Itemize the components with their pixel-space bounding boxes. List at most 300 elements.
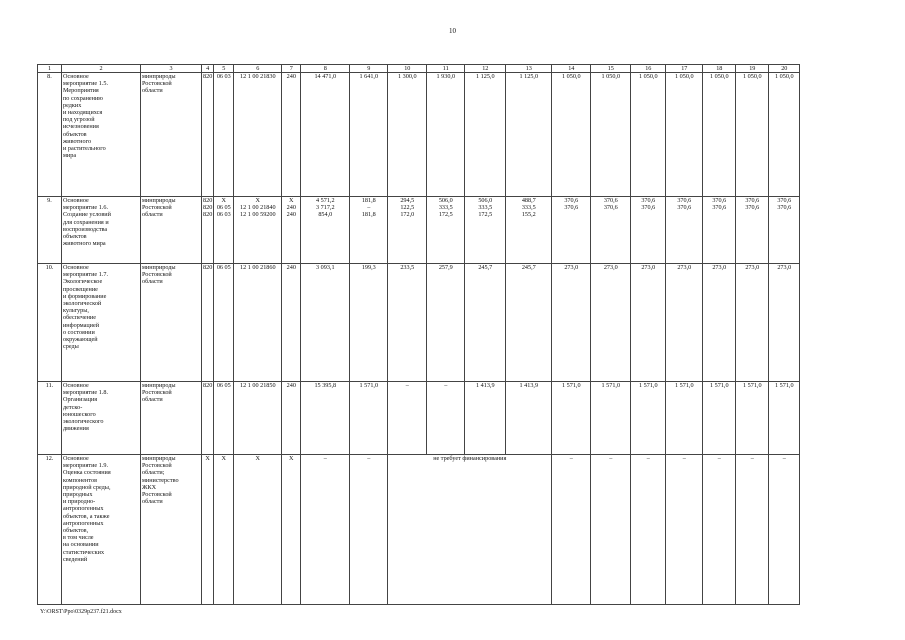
cell-line: 370,6 — [641, 197, 656, 204]
cell-line: 1 571,0 — [675, 382, 694, 389]
page-number: 10 — [449, 27, 456, 35]
cell-line: движения — [63, 425, 89, 433]
cell-line: 4 571,2 — [316, 197, 335, 204]
vr-code — [282, 382, 301, 455]
cell-line: под угрозой — [63, 116, 95, 124]
csr-code — [234, 382, 282, 455]
cell-line: минприроды — [142, 197, 176, 204]
csr-code — [234, 73, 282, 197]
cell-line: 1 125,0 — [476, 73, 495, 80]
cell-line: 273,0 — [712, 264, 727, 271]
cell-line: 1 641,0 — [359, 73, 379, 80]
cell-line: – — [323, 455, 327, 462]
value-cell — [506, 264, 552, 382]
table-row — [38, 455, 800, 605]
program-table — [37, 64, 800, 605]
cell-line: 1 571,0 — [359, 382, 379, 389]
value-cell — [301, 73, 350, 197]
value-cell — [631, 264, 666, 382]
cell-line: и растительного — [63, 145, 106, 153]
cell-line: 12 1 00 59200 — [239, 211, 276, 219]
column-number: 13 — [506, 65, 552, 73]
cell-line: Экологическое — [63, 278, 103, 286]
cell-line: области — [142, 396, 163, 404]
cell-line: по сохранению — [63, 94, 103, 102]
cell-line: 294,5 — [400, 197, 415, 204]
value-cell — [350, 264, 388, 382]
value-cell — [666, 264, 703, 382]
value-cell — [301, 264, 350, 382]
cell-line: 122,5 — [400, 204, 415, 212]
cell-line: 333,5 — [438, 204, 453, 212]
cell-line: и формирование — [63, 292, 107, 300]
cell-line: минприроды — [142, 382, 176, 389]
value-cell — [736, 455, 769, 605]
cell-line: детско- — [63, 403, 83, 411]
column-number: 17 — [666, 65, 703, 73]
value-cell — [631, 455, 666, 605]
cell-line: Мероприятия — [63, 87, 99, 95]
row-number: 9. — [38, 197, 62, 264]
cell-line: 172,0 — [400, 211, 415, 219]
cell-line: 1 571,0 — [639, 382, 658, 389]
column-number: 8 — [301, 65, 350, 73]
cell-line: мероприятие 1.6. — [63, 204, 109, 212]
row-number: 10. — [38, 264, 62, 382]
cell-line: 1 571,0 — [562, 382, 581, 389]
column-number: 11 — [427, 65, 465, 73]
cell-line: 12 1 00 21840 — [239, 204, 276, 212]
cell-line: 240 — [286, 204, 296, 212]
cell-line: Создание условий — [63, 211, 111, 219]
value-cell — [465, 382, 506, 455]
cell-line: 1 050,0 — [675, 73, 694, 80]
value-cell — [703, 382, 736, 455]
column-number: 5 — [214, 65, 234, 73]
value-cell — [703, 197, 736, 264]
cell-line: 488,7 — [521, 197, 536, 204]
table-row — [38, 382, 800, 455]
value-cell — [388, 382, 427, 455]
value-cell — [703, 73, 736, 197]
cell-line: 1 050,0 — [601, 73, 621, 80]
value-cell — [631, 197, 666, 264]
cell-line: 06 03 — [216, 211, 231, 219]
cell-line: 1 413,9 — [519, 382, 539, 389]
cell-line: 199,3 — [361, 264, 376, 271]
grbs-code — [202, 197, 214, 264]
cell-line: воспроизводства — [63, 225, 108, 233]
cell-line: объектов, — [63, 527, 89, 535]
cell-line: 15 395,8 — [314, 382, 337, 389]
column-number: 18 — [703, 65, 736, 73]
cell-line: Ростовской — [142, 80, 172, 88]
cell-line: 370,6 — [603, 204, 618, 212]
cell-line: статистических — [63, 548, 105, 556]
cell-line: объектов — [63, 130, 87, 138]
cell-line: 370,6 — [712, 197, 727, 204]
csr-code — [234, 455, 282, 605]
cell-line: 257,9 — [438, 264, 453, 271]
measure-name — [62, 264, 141, 382]
value-cell — [350, 73, 388, 197]
cell-line: 14 471,0 — [314, 73, 337, 80]
value-cell — [769, 264, 800, 382]
cell-line: 820 — [203, 264, 213, 271]
column-number: 3 — [141, 65, 202, 73]
column-number: 7 — [282, 65, 301, 73]
value-cell — [591, 455, 631, 605]
cell-line: 820 — [203, 73, 213, 80]
column-number: 2 — [62, 65, 141, 73]
vr-code — [282, 197, 301, 264]
cell-line: 370,6 — [712, 204, 727, 212]
cell-line: области — [142, 498, 163, 506]
cell-line: природной среды, — [63, 483, 111, 491]
value-cell — [350, 382, 388, 455]
cell-line: – — [444, 382, 448, 389]
value-cell — [666, 73, 703, 197]
cell-line: 273,0 — [777, 264, 792, 271]
value-cell — [591, 197, 631, 264]
cell-line: X — [205, 455, 210, 462]
value-cell — [388, 197, 427, 264]
cell-line: мероприятие 1.9. — [63, 462, 109, 470]
cell-line: 06 05 — [216, 264, 231, 271]
cell-line: 233,5 — [400, 264, 415, 271]
cell-line: 1 050,0 — [562, 73, 581, 80]
cell-line: мероприятие 1.7. — [63, 271, 109, 279]
cell-line: о состоянии — [63, 328, 95, 336]
value-cell — [350, 455, 388, 605]
value-cell — [703, 455, 736, 605]
cell-line: мероприятие 1.8. — [63, 389, 109, 397]
cell-line: области — [142, 278, 163, 286]
value-cell — [427, 197, 465, 264]
value-cell — [427, 264, 465, 382]
cell-line: 3 717,2 — [316, 204, 335, 212]
value-cell — [388, 264, 427, 382]
column-number: 15 — [591, 65, 631, 73]
cell-line: 1 413,9 — [476, 382, 495, 389]
value-cell — [591, 73, 631, 197]
cell-line: 1 571,0 — [775, 382, 794, 389]
cell-line: 820 — [203, 197, 213, 204]
cell-line: обеспечение — [63, 314, 96, 322]
cell-line: экологической — [63, 300, 102, 308]
value-cell — [301, 197, 350, 264]
cell-line: 370,6 — [564, 204, 579, 212]
cell-line: просвещение — [63, 285, 98, 293]
cell-line: 1 050,0 — [710, 73, 729, 80]
value-cell — [552, 382, 591, 455]
cell-line: среды — [63, 343, 79, 351]
cell-line: 273,0 — [564, 264, 579, 271]
cell-line: информацией — [63, 321, 100, 329]
measure-name — [62, 455, 141, 605]
measure-name — [62, 73, 141, 197]
cell-line: 06 03 — [216, 73, 231, 80]
value-cell — [631, 73, 666, 197]
value-cell — [769, 455, 800, 605]
cell-line: 12 1 00 21830 — [239, 73, 276, 80]
cell-line: 172,5 — [478, 211, 493, 219]
value-cell — [769, 197, 800, 264]
value-cell — [591, 264, 631, 382]
measure-name — [62, 382, 141, 455]
cell-line: 370,6 — [603, 197, 618, 204]
rzpr-code — [214, 73, 234, 197]
cell-line: 245,7 — [478, 264, 493, 271]
cell-line: Основное — [63, 197, 89, 204]
cell-line: объектов — [63, 233, 87, 241]
value-cell — [703, 264, 736, 382]
cell-line: редких — [63, 101, 82, 109]
cell-line: X — [289, 455, 294, 462]
value-cell — [736, 382, 769, 455]
cell-line: 273,0 — [603, 264, 618, 271]
cell-line: 181,8 — [361, 197, 376, 204]
cell-line: 370,6 — [777, 204, 792, 212]
value-cell — [769, 382, 800, 455]
cell-line: животного — [63, 137, 92, 145]
cell-line: Основное — [63, 455, 89, 462]
cell-line: минприроды — [142, 264, 176, 271]
rzpr-code — [214, 197, 234, 264]
cell-line: – — [367, 455, 371, 462]
cell-line: мира — [63, 152, 77, 160]
cell-line: X — [289, 197, 294, 204]
csr-code — [234, 264, 282, 382]
cell-line: 245,7 — [521, 264, 536, 271]
cell-line: 06 05 — [216, 382, 231, 389]
column-number: 9 — [350, 65, 388, 73]
cell-line: 1 050,0 — [639, 73, 658, 80]
cell-line: окружающей — [63, 336, 98, 344]
rzpr-code — [214, 264, 234, 382]
cell-line: 06 05 — [216, 204, 231, 212]
cell-line: 820 — [203, 211, 213, 219]
cell-line: 240 — [286, 211, 296, 219]
grbs-code — [202, 73, 214, 197]
value-cell — [736, 73, 769, 197]
cell-line: 240 — [286, 264, 296, 271]
cell-line: X — [255, 197, 261, 204]
cell-line: мероприятие 1.5. — [63, 80, 109, 88]
column-number: 10 — [388, 65, 427, 73]
value-cell — [769, 73, 800, 197]
cell-line: – — [609, 455, 613, 462]
cell-line: антропогенных — [63, 519, 104, 527]
column-number: 1 — [38, 65, 62, 73]
value-cell — [506, 73, 552, 197]
cell-line: Организация — [63, 396, 98, 404]
cell-line: Основное — [63, 73, 89, 80]
executor — [141, 455, 202, 605]
cell-line: антропогенных — [63, 505, 104, 513]
vr-code — [282, 455, 301, 605]
vr-code — [282, 264, 301, 382]
grbs-code — [202, 455, 214, 605]
value-cell — [552, 73, 591, 197]
vr-code — [282, 73, 301, 197]
cell-line: 181,8 — [361, 211, 376, 219]
column-number: 20 — [769, 65, 800, 73]
grbs-code — [202, 264, 214, 382]
rzpr-code — [214, 455, 234, 605]
cell-line: 370,6 — [677, 197, 692, 204]
cell-line: минприроды — [142, 455, 176, 462]
value-cell — [666, 455, 703, 605]
cell-line: – — [750, 455, 754, 462]
cell-line: 240 — [286, 382, 296, 389]
cell-line: X — [255, 455, 261, 462]
cell-line: Основное — [63, 264, 89, 271]
cell-line: – — [717, 455, 721, 462]
cell-line: 820 — [203, 204, 213, 212]
cell-line: 1 571,0 — [743, 382, 762, 389]
value-cell — [427, 382, 465, 455]
value-cell — [350, 197, 388, 264]
executor — [141, 264, 202, 382]
executor — [141, 382, 202, 455]
value-cell — [506, 197, 552, 264]
cell-line: 12 1 00 21850 — [239, 382, 276, 389]
cell-line: 240 — [286, 73, 296, 80]
cell-line: объектов, а также — [63, 512, 110, 520]
cell-line: юношеского — [63, 410, 96, 418]
cell-line: 273,0 — [677, 264, 692, 271]
value-cell — [506, 382, 552, 455]
grbs-code — [202, 382, 214, 455]
file-path-footer: Y:\ORST\Ppo\0329p237.f21.docx — [40, 609, 122, 615]
value-cell — [591, 382, 631, 455]
cell-line: 370,6 — [641, 204, 656, 212]
cell-line: 1 571,0 — [601, 382, 621, 389]
table-row — [38, 73, 800, 197]
cell-line: Ростовской — [142, 462, 172, 470]
cell-line: 370,6 — [677, 204, 692, 212]
cell-line: Ростовской — [142, 271, 172, 279]
cell-line: Основное — [63, 382, 89, 389]
value-cell — [552, 197, 591, 264]
cell-line: 12 1 00 21860 — [239, 264, 276, 271]
value-cell — [465, 197, 506, 264]
column-number: 14 — [552, 65, 591, 73]
no-funding-note: не требует финансирования — [388, 455, 552, 605]
value-cell — [666, 382, 703, 455]
cell-line: Оценка состояния — [63, 469, 111, 477]
cell-line: 370,6 — [564, 197, 579, 204]
cell-line: Ростовской — [142, 491, 172, 499]
cell-line: 820 — [203, 382, 213, 389]
cell-line: 273,0 — [641, 264, 656, 271]
cell-line: и природно- — [63, 498, 96, 506]
cell-line: экологического — [63, 418, 104, 426]
cell-line: 1 300,0 — [398, 73, 417, 80]
value-cell — [388, 73, 427, 197]
value-cell — [465, 73, 506, 197]
cell-line: культуры, — [63, 307, 89, 315]
value-cell — [427, 73, 465, 197]
cell-line: минприроды — [142, 73, 176, 80]
cell-line: 370,6 — [745, 204, 760, 212]
value-cell — [631, 382, 666, 455]
csr-code — [234, 197, 282, 264]
measure-name — [62, 197, 141, 264]
cell-line: ЖКХ — [142, 483, 157, 491]
cell-line: исчезновения — [63, 123, 99, 131]
column-number: 16 — [631, 65, 666, 73]
cell-line: 3 093,1 — [316, 264, 335, 271]
rzpr-code — [214, 382, 234, 455]
cell-line: 1 930,0 — [436, 73, 456, 80]
executor — [141, 73, 202, 197]
cell-line: 1 050,0 — [743, 73, 762, 80]
table-row — [38, 264, 800, 382]
value-cell — [736, 197, 769, 264]
cell-line: компонентов — [63, 476, 97, 484]
cell-line: животного мира — [63, 240, 106, 248]
cell-line: 370,6 — [777, 197, 792, 204]
cell-line: на основании — [63, 541, 99, 549]
cell-line: 1 125,0 — [519, 73, 539, 80]
column-number: 4 — [202, 65, 214, 73]
cell-line: сведений — [63, 555, 88, 563]
cell-line: 1 571,0 — [710, 382, 729, 389]
cell-line: – — [782, 455, 786, 462]
cell-line: и находящихся — [63, 109, 103, 117]
cell-line: – — [367, 204, 371, 212]
value-cell — [301, 382, 350, 455]
cell-line: министерство — [142, 476, 179, 484]
value-cell — [465, 264, 506, 382]
value-cell — [666, 197, 703, 264]
cell-line: X — [221, 197, 227, 204]
cell-line: в том числе — [63, 534, 94, 542]
value-cell — [736, 264, 769, 382]
cell-line: 333,5 — [521, 204, 536, 212]
cell-line: природных — [63, 491, 93, 499]
cell-line: 172,5 — [438, 211, 453, 219]
column-number: 19 — [736, 65, 769, 73]
cell-line: области; — [142, 469, 165, 477]
column-number: 6 — [234, 65, 282, 73]
cell-line: 273,0 — [745, 264, 760, 271]
cell-line: Ростовской — [142, 204, 172, 212]
cell-line: – — [646, 455, 650, 462]
cell-line: области — [142, 87, 163, 95]
value-cell — [552, 455, 591, 605]
cell-line: 370,6 — [745, 197, 760, 204]
cell-line: 333,5 — [478, 204, 493, 212]
cell-line: 854,0 — [318, 211, 333, 219]
cell-line: X — [221, 455, 227, 462]
table-row — [38, 197, 800, 264]
column-number-row — [38, 65, 800, 73]
row-number: 8. — [38, 73, 62, 197]
cell-line: – — [682, 455, 686, 462]
executor — [141, 197, 202, 264]
cell-line: 506,0 — [478, 197, 493, 204]
cell-line: области — [142, 211, 163, 219]
cell-line: 1 050,0 — [775, 73, 794, 80]
cell-line: Ростовской — [142, 389, 172, 397]
cell-line: 155,2 — [521, 211, 536, 219]
cell-line: – — [569, 455, 573, 462]
row-number: 11. — [38, 382, 62, 455]
row-number: 12. — [38, 455, 62, 605]
